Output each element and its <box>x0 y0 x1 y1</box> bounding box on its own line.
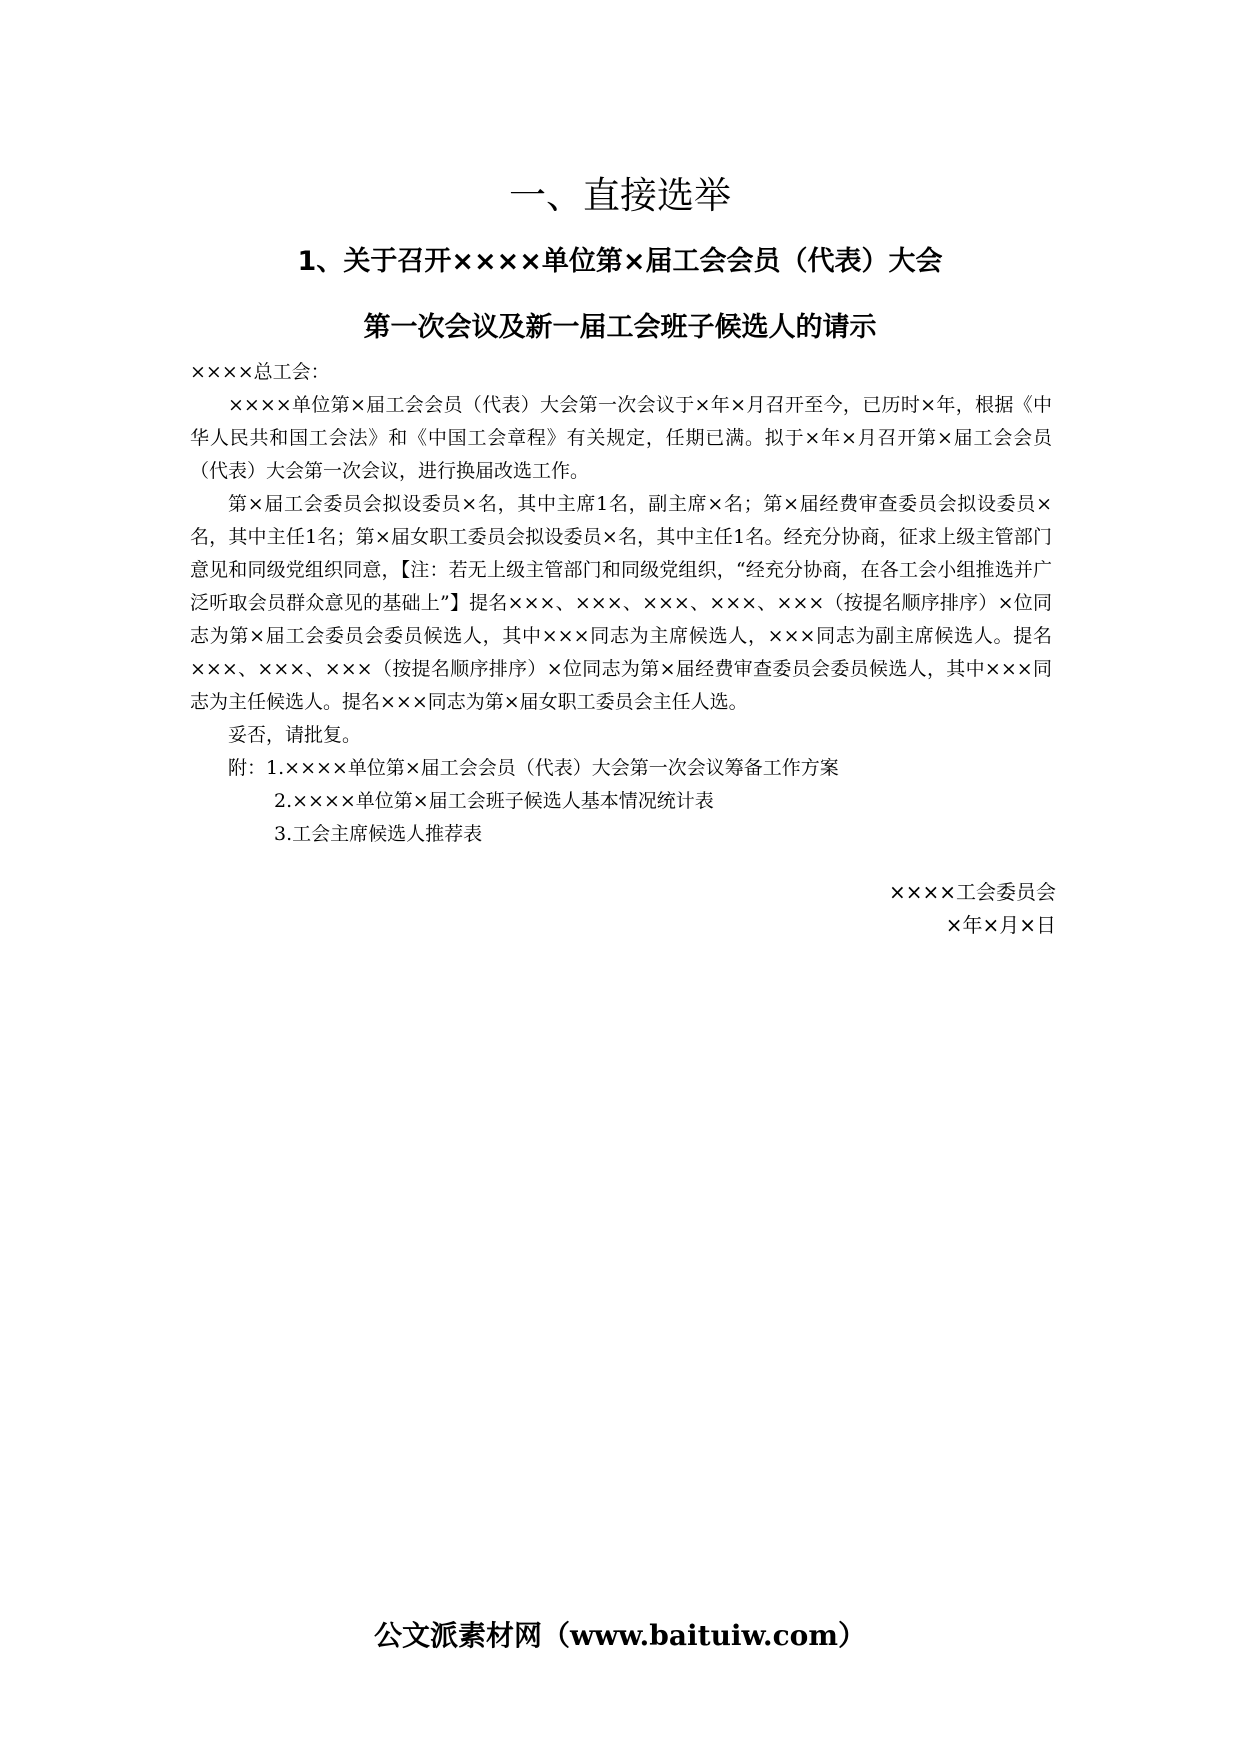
document-title-line-1: 1、关于召开××××单位第×届工会会员（代表）大会 <box>297 246 943 277</box>
attachment-item <box>190 752 1052 785</box>
attachment-item <box>190 818 1052 851</box>
salutation: ××××总工会： <box>190 361 330 383</box>
signature-date: ×年×月×日 <box>945 913 1056 937</box>
closing-request: 妥否，请批复。 <box>228 724 362 746</box>
footer-watermark: 公文派素材网（www.baituiw.com） <box>374 1619 866 1652</box>
attachment-title: 2.××××单位第×届工会班子候选人基本情况统计表 <box>274 790 714 812</box>
attachment-title: 3.工会主席候选人推荐表 <box>274 823 483 845</box>
attachment-title: 1.××××单位第×届工会会员（代表）大会第一次会议筹备工作方案 <box>266 757 839 779</box>
body-paragraph: ××××单位第×届工会会员（代表）大会第一次会议于×年×月召开至今，已历时×年，根据《中华人民共和国工会法》和《中国工会章程》有关规定，任期已满。拟于×年×月召开第×届工会会员（代表）大会第一次会议，进行换届改选工作。 <box>190 394 1052 482</box>
section-heading: 一、直接选举 <box>509 174 731 217</box>
body-paragraph: 第×届工会委员会拟设委员×名，其中主席1名，副主席×名；第×届经费审查委员会拟设委员×名，其中主任1名；第×届女职工委员会拟设委员×名，其中主任1名。经充分协商，征求上级主管部门意见和同级党组织同意，【注：若无上级主管部门和同级党组织，“经充分协商，在各工会小组推选并广泛听取会员群众意见的基础上”】提名×××、×××、×××、×××、×××（按提名顺序排序）×位同志为第×届工会委员会委员候选人，其中×××同志为主席候选人，×××同志为副主席候选人。提名×××、×××、×××（按提名顺序排序）×位同志为第×届经费审查委员会委员候选人，其中×××同志为主任候选人。提名×××同志为第×届女职工委员会主任人选。 <box>190 493 1052 713</box>
attachments-prefix: 附： <box>228 757 267 779</box>
attachment-item <box>190 785 1052 818</box>
signature-organization: ××××工会委员会 <box>888 880 1056 904</box>
document-title-line-2: 第一次会议及新一届工会班子候选人的请示 <box>363 312 877 343</box>
attachments-list <box>190 752 1052 851</box>
signature-block <box>889 876 1056 942</box>
document-body <box>190 356 1052 851</box>
